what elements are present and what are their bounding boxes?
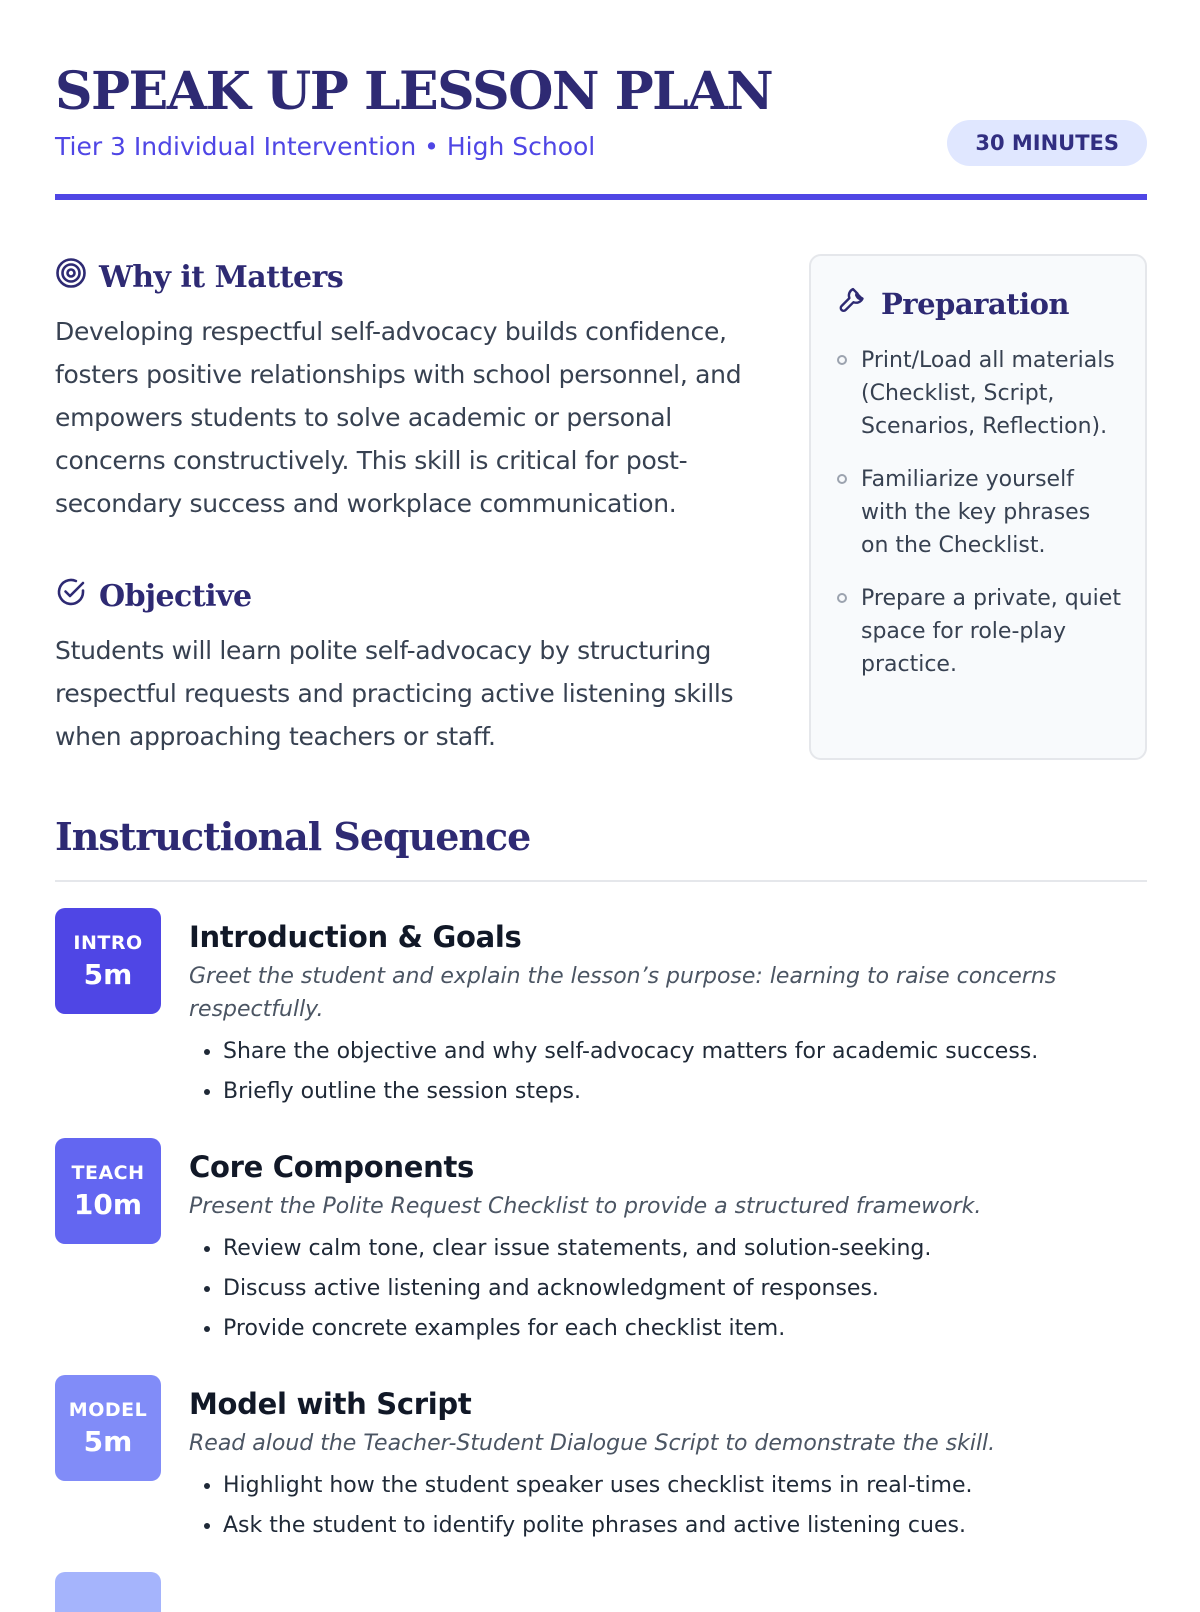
step-title: Core Components (189, 1150, 474, 1184)
preparation-item-text: Prepare a private, quiet space for role-play practice. (861, 586, 1121, 677)
step-bullet: • Provide concrete examples for each checklist item. (223, 1309, 1147, 1349)
step-bullet: • Review calm tone, clear issue statements, and solution-seeking. (223, 1229, 1147, 1269)
next-step-badge (55, 1572, 161, 1612)
check-circle-icon (55, 576, 87, 616)
step-label: MODEL (68, 1398, 148, 1421)
step-bullets (189, 1032, 1147, 1112)
wrench-icon (837, 285, 869, 324)
step-bullet: • Briefly outline the session steps. (223, 1072, 1147, 1112)
step-teach (55, 1138, 1147, 1349)
sequence-divider (55, 880, 1147, 882)
target-icon (55, 257, 87, 297)
step-duration: 10m (73, 1187, 143, 1221)
bullet-icon (837, 593, 847, 603)
why-heading (55, 252, 775, 302)
step-label: INTRO (73, 931, 143, 954)
duration-badge: 30 MINUTES (947, 120, 1147, 166)
step-intro (55, 908, 1147, 1112)
preparation-item (837, 344, 1123, 443)
bullet-icon (837, 474, 847, 484)
step-bullets (189, 1229, 1147, 1349)
overview-column (55, 252, 775, 758)
page-subtitle: Tier 3 Individual Intervention • High School (55, 132, 596, 161)
step-label: TEACH (71, 1161, 145, 1184)
step-duration: 5m (83, 957, 133, 991)
step-bullets (189, 1466, 1147, 1546)
objective-heading-text: Objective (99, 578, 252, 614)
preparation-card (809, 254, 1147, 760)
preparation-list (837, 344, 1123, 681)
why-section (55, 252, 775, 525)
preparation-item-text: Print/Load all materials (Checklist, Script, Scenarios, Reflection). (861, 348, 1115, 439)
step-duration: 5m (83, 1424, 133, 1458)
preparation-heading (837, 282, 1123, 326)
objective-text: Students will learn polite self-advocacy by structuring respectful requests and practicing active listening skills when approaching teachers or staff. (55, 636, 734, 751)
why-heading-text: Why it Matters (99, 259, 344, 295)
bullet-icon (837, 355, 847, 365)
objective-section (55, 571, 775, 758)
header-divider (55, 194, 1147, 200)
step-title: Model with Script (189, 1387, 472, 1421)
step-body (189, 1375, 1147, 1546)
preparation-heading-text: Preparation (881, 287, 1070, 321)
step-description: Read aloud the Teacher-Student Dialogue Script to demonstrate the skill. (189, 1431, 996, 1456)
step-badge (55, 1138, 161, 1244)
preparation-item (837, 463, 1123, 562)
step-badge (55, 908, 161, 1014)
step-bullet: • Ask the student to identify polite phrases and active listening cues. (223, 1506, 1147, 1546)
preparation-item (837, 582, 1123, 681)
why-text: Developing respectful self-advocacy builds confidence, fosters positive relationships with school personnel, and empowers students to solve academic or personal concerns constructively. This skill is critical for post-secondary success and workplace communication. (55, 317, 742, 518)
step-bullet: • Discuss active listening and acknowledgment of responses. (223, 1269, 1147, 1309)
step-model (55, 1375, 1147, 1546)
step-bullet: • Share the objective and why self-advocacy matters for academic success. (223, 1032, 1147, 1072)
step-bullet: • Highlight how the student speaker uses checklist items in real-time. (223, 1466, 1147, 1506)
preparation-item-text: Familiarize yourself with the key phrases on the Checklist. (861, 467, 1091, 558)
page-title: SPEAK UP LESSON PLAN (55, 61, 773, 122)
sequence-steps (55, 908, 1147, 1612)
objective-heading (55, 571, 775, 621)
step-description: Greet the student and explain the lesson’s purpose: learning to raise concerns respectfully. (189, 964, 1057, 1022)
step-badge (55, 1375, 161, 1481)
page-header (55, 52, 1147, 202)
sequence-heading: Instructional Sequence (55, 814, 531, 859)
step-description: Present the Polite Request Checklist to provide a structured framework. (189, 1194, 982, 1219)
step-body (189, 1138, 1147, 1349)
step-body (189, 908, 1147, 1112)
step-title: Introduction & Goals (189, 920, 522, 954)
